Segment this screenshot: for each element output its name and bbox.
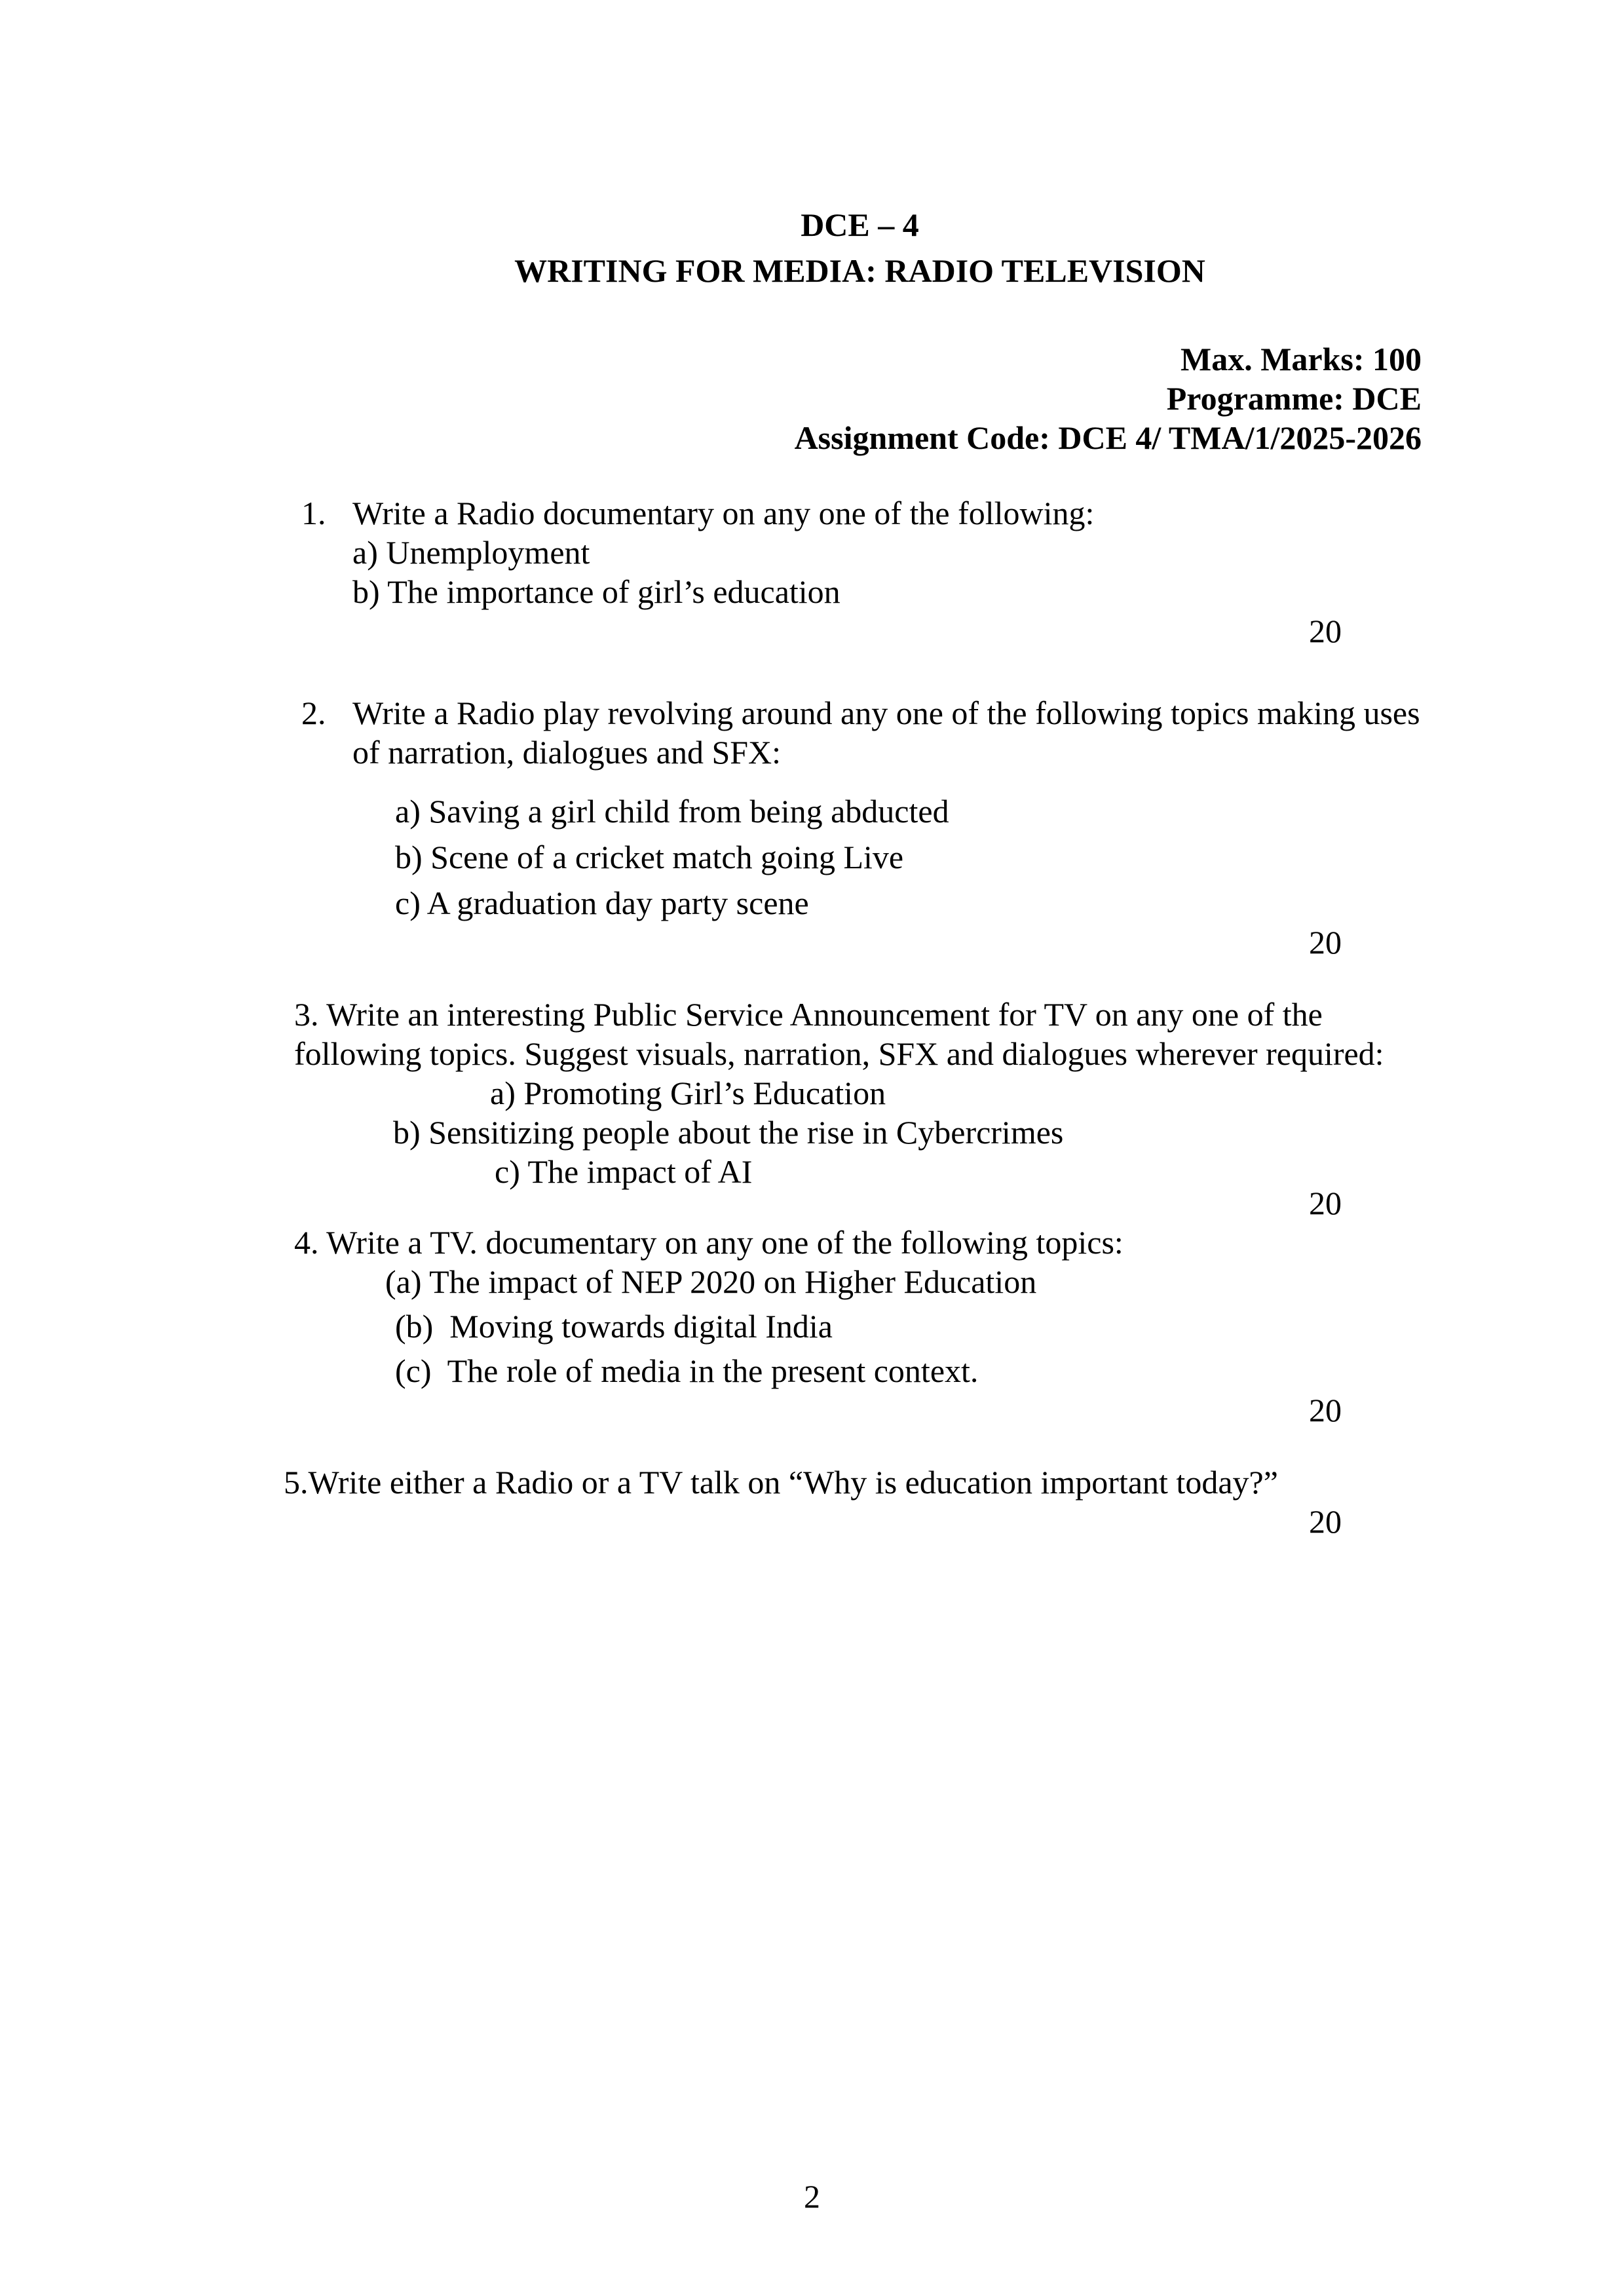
question-3-text-line-2: following topics. Suggest visuals, narration, SFX and dialogues wherever required: xyxy=(294,1035,1384,1072)
assignment-code-label: Assignment Code: DCE 4/ TMA/1/2025-2026 xyxy=(794,419,1422,456)
question-3-marks: 20 xyxy=(1309,1185,1342,1221)
question-5-marks: 20 xyxy=(1309,1503,1342,1540)
question-1-text: Write a Radio documentary on any one of the following: xyxy=(352,495,1095,531)
question-4-option-b: (b) Moving towards digital India xyxy=(395,1308,833,1345)
question-2-text-line-2: of narration, dialogues and SFX: xyxy=(352,734,782,771)
question-3-option-c: c) The impact of AI xyxy=(495,1153,753,1190)
question-2-number: 2. xyxy=(301,695,326,731)
question-1 xyxy=(301,493,1422,533)
question-2-marks: 20 xyxy=(1309,924,1342,961)
question-1-marks: 20 xyxy=(1309,613,1342,649)
question-3-text-line-1: 3. Write an interesting Public Service Announcement for TV on any one of the xyxy=(294,996,1323,1033)
question-4-text: 4. Write a TV. documentary on any one of the following topics: xyxy=(294,1224,1124,1261)
question-2-option-a: a) Saving a girl child from being abducted xyxy=(395,793,949,830)
question-5-text: 5.Write either a Radio or a TV talk on “Why is education important today?” xyxy=(284,1464,1278,1501)
question-2-option-b: b) Scene of a cricket match going Live xyxy=(395,839,904,875)
page-subtitle: WRITING FOR MEDIA: RADIO TELEVISION xyxy=(514,252,1205,289)
question-3-option-a: a) Promoting Girl’s Education xyxy=(490,1075,886,1111)
question-4-option-c: (c) The role of media in the present context. xyxy=(395,1352,979,1389)
question-1-option-a: a) Unemployment xyxy=(352,534,590,571)
question-2-text-line-1: Write a Radio play revolving around any one of the following topics making uses xyxy=(352,695,1420,731)
page-title: DCE – 4 xyxy=(801,206,919,243)
question-4-marks: 20 xyxy=(1309,1392,1342,1428)
programme-label: Programme: DCE xyxy=(1166,380,1422,417)
max-marks-label: Max. Marks: 100 xyxy=(1180,341,1422,377)
question-2 xyxy=(301,693,1422,733)
page-content xyxy=(284,0,1422,1541)
question-2-option-c: c) A graduation day party scene xyxy=(395,885,809,921)
question-1-option-b: b) The importance of girl’s education xyxy=(352,573,840,610)
page-number: 2 xyxy=(804,2178,820,2215)
question-4-option-a: (a) The impact of NEP 2020 on Higher Education xyxy=(385,1263,1037,1300)
question-3-option-b: b) Sensitizing people about the rise in Cybercrimes xyxy=(393,1114,1064,1151)
question-1-number: 1. xyxy=(301,495,326,531)
